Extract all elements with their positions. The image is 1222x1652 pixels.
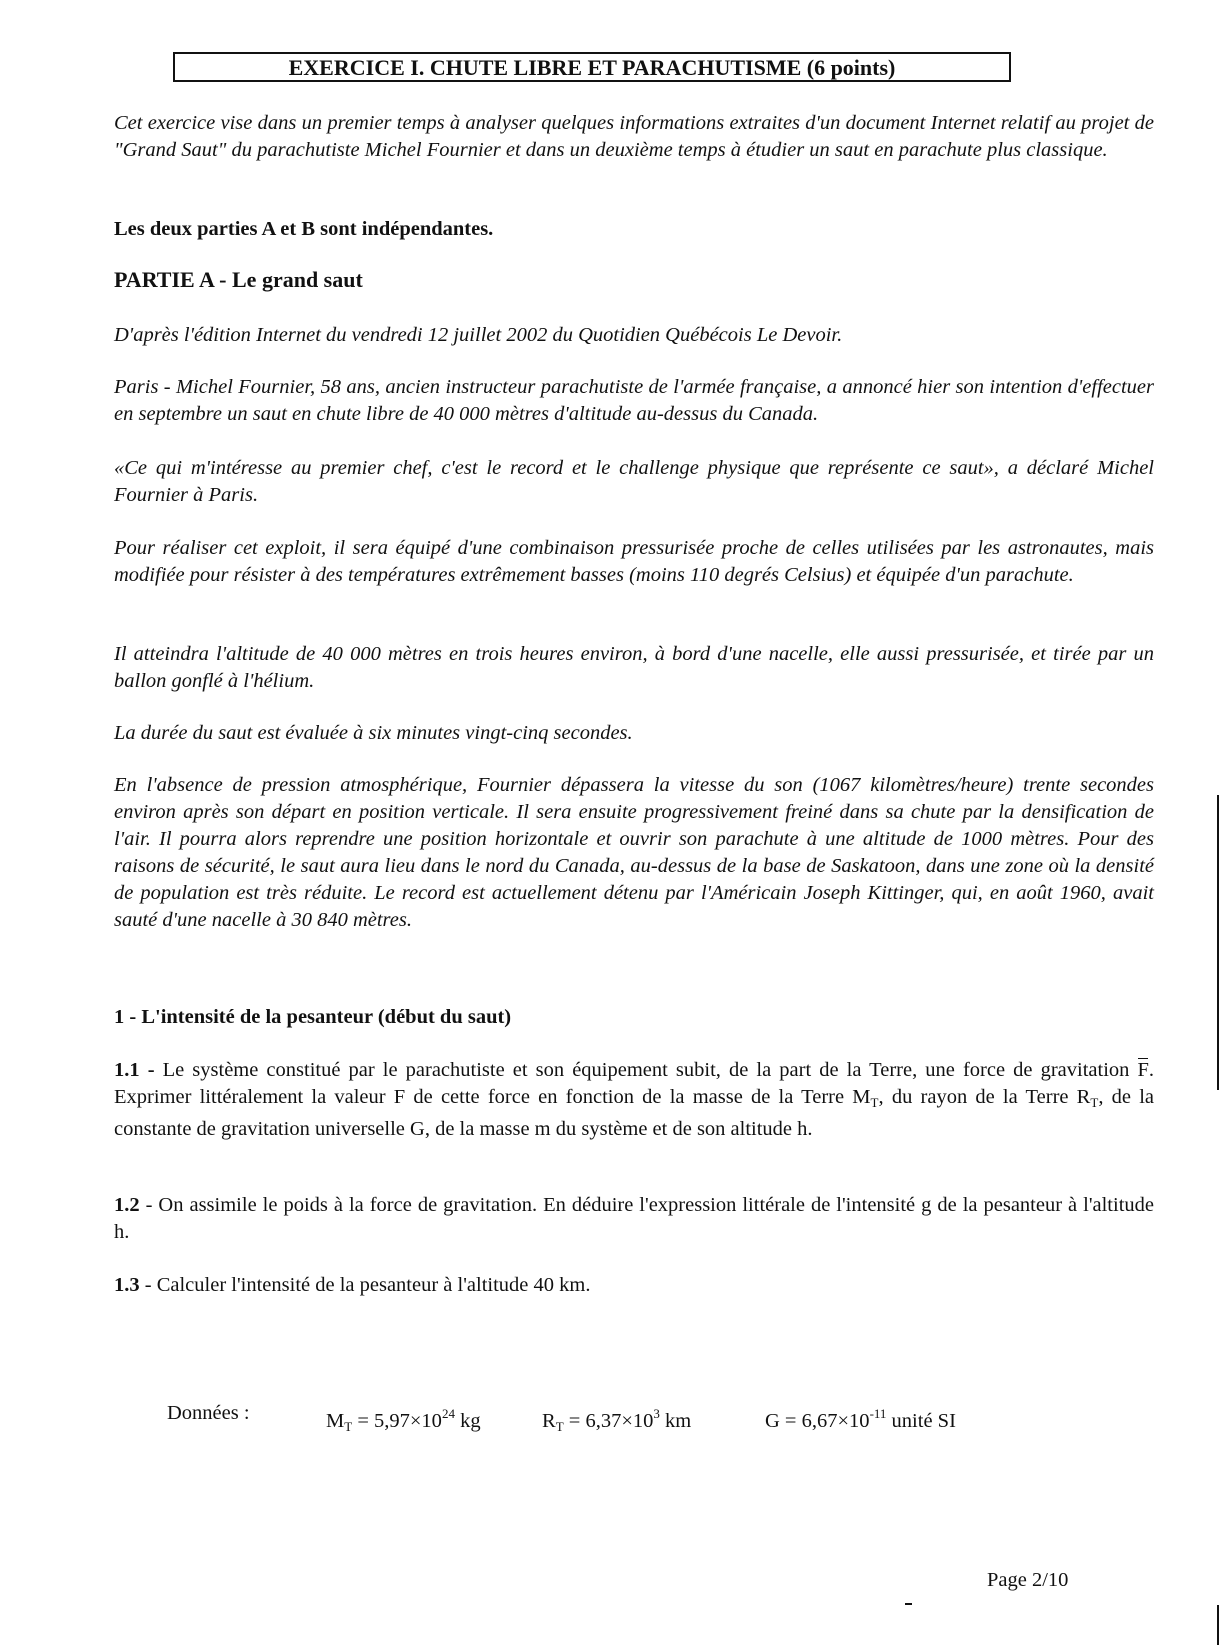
question-1-3: 1.3 - Calculer l'intensité de la pesanteur à l'altitude 40 km.: [114, 1274, 591, 1296]
independence-note: Les deux parties A et B sont indépendantes.: [114, 218, 494, 240]
earth-radius-value: $R_T = 6,37\times 10^3$ km: [542, 1406, 692, 1434]
question-number: 1.3: [114, 1274, 140, 1296]
question-number: 1.2: [114, 1194, 140, 1216]
gravitational-constant-value: $G = 6,67\times 10^{-11}$ unité SI: [765, 1406, 956, 1432]
question-1-2: 1.2 - On assimile le poids à la force de gravitation. En déduire l'expression littérale de l'intensité g de la pesanteur à l'altitude h.: [114, 1194, 1154, 1243]
force-vector-symbol: F: [1137, 1057, 1148, 1084]
article-paragraph-2: «Ce qui m'intéresse au premier chef, c'est le record et le challenge physique que représente ce saut», a déclaré Michel Fournier à Paris.: [114, 457, 1154, 506]
article-paragraph-4: Il atteindra l'altitude de 40 000 mètres en trois heures environ, à bord d'une nacelle, elle aussi pressurisée, et tirée par un ballon gonflé à l'hélium.: [114, 643, 1154, 692]
section-1-heading: 1 - L'intensité de la pesanteur (début du saut): [114, 1006, 512, 1028]
scan-edge-mark: [1217, 1605, 1219, 1645]
article-paragraph-3: Pour réaliser cet exploit, il sera équipé d'une combinaison pressurisée proche de celles utilisées par les astronautes, mais modifiée pour résister à des températures extrêmement basses (moins 110 degrés Celsius) et équipée d'un parachute.: [114, 537, 1154, 586]
part-a-heading: PARTIE A - Le grand saut: [114, 267, 363, 292]
question-number: 1.1 -: [114, 1059, 155, 1081]
page-number: Page 2/10: [987, 1569, 1069, 1591]
scan-edge-mark: [1217, 795, 1219, 1090]
data-label: Données :: [167, 1402, 250, 1424]
article-paragraph-5: La durée du saut est évaluée à six minutes vingt-cinq secondes.: [114, 722, 633, 744]
article-paragraph-6: En l'absence de pression atmosphérique, Fournier dépassera la vitesse du son (1067 kilomètres/heure) trente secondes environ après son départ en position verticale. Il sera ensuite progressivement freiné dans sa chute par la densification de l'air. Il pourra alors reprendre une position horizontale et ouvrir son parachute à une altitude de 1000 mètres. Pour des raisons de sécurité, le saut aura lieu dans le nord du Canada, au-dessus de la base de Saskatoon, dans une zone où la densité de population est très réduite. Le record est actuellement détenu par l'Américain Joseph Kittinger, qui, en août 1960, avait sauté d'une nacelle à 30 840 mètres.: [114, 774, 1154, 931]
question-1-1: 1.1 - Le système constitué par le parachutiste et son équipement subit, de la part de la Terre, une force de gravitation F. Exprimer littéralement la valeur F de cette force en fonction de la masse de la Terre $M_T$, du rayon de la Terre $R_T$, de la constante de gravitation universelle G, de la masse m du système et de son altitude h.: [114, 1059, 1154, 1140]
source-citation: D'après l'édition Internet du vendredi 12 juillet 2002 du Quotidien Québécois Le Devoir.: [114, 324, 843, 346]
exercise-title: EXERCICE I. CHUTE LIBRE ET PARACHUTISME (6 points): [173, 52, 1011, 82]
intro-paragraph: Cet exercice vise dans un premier temps à analyser quelques informations extraites d'un document Internet relatif au projet de "Grand Saut" du parachutiste Michel Fournier et dans un deuxième temps à étudier un saut en parachute plus classique.: [114, 112, 1154, 161]
article-paragraph-1: Paris - Michel Fournier, 58 ans, ancien instructeur parachutiste de l'armée française, a annoncé hier son intention d'effectuer en septembre un saut en chute libre de 40 000 mètres d'altitude au-dessus du Canada.: [114, 376, 1154, 425]
earth-mass-value: $M_T = 5,97\times 10^{24}$ kg: [326, 1406, 481, 1434]
scan-speck: [905, 1603, 912, 1605]
